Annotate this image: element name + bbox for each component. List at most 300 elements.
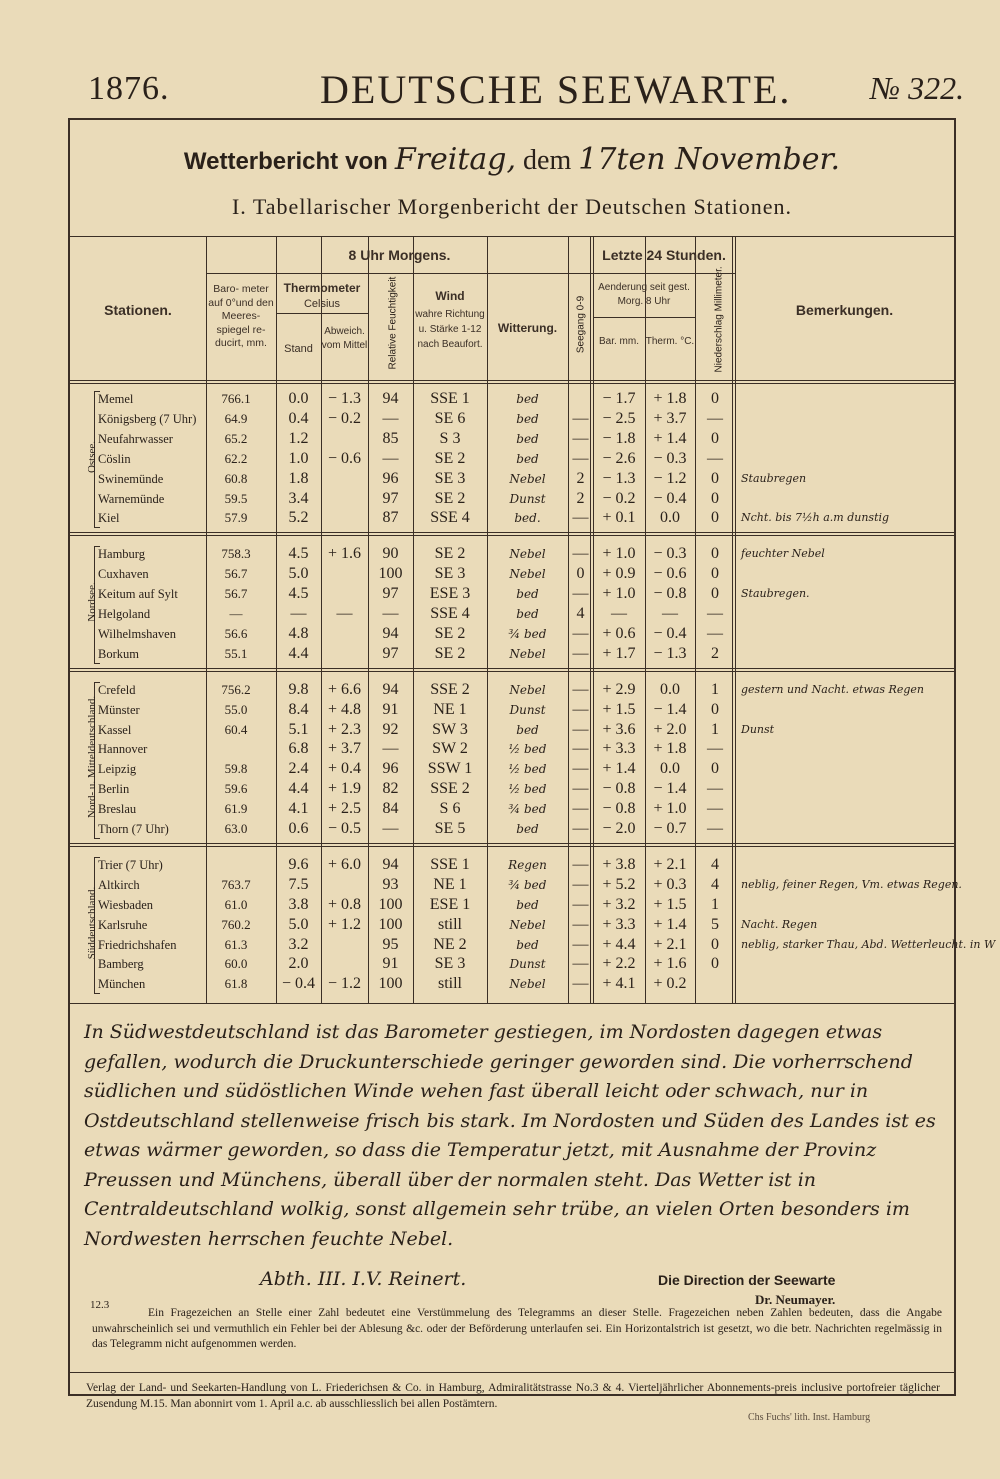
weather-value: bed	[516, 897, 539, 912]
humidity-value: 94	[382, 680, 399, 698]
wind-value: NE 1	[433, 875, 467, 893]
barometer-value	[206, 855, 266, 875]
title-von: von	[345, 148, 388, 175]
sea-state-value: —	[572, 895, 589, 913]
table-bottom	[70, 1003, 954, 1004]
sea-state-value: —	[572, 875, 589, 893]
sea-state-value: 4	[576, 605, 585, 622]
wind-value: SSE 4	[430, 509, 470, 527]
header-divider	[70, 383, 954, 384]
header-humidity: Relative Feuchtigkeit	[387, 276, 399, 370]
wind-value: SE 2	[434, 624, 466, 642]
temperature-value: 4.8	[288, 624, 309, 642]
region-label: Nord- u. Mitteldeutschland.	[86, 696, 98, 819]
humidity-value: —	[382, 740, 399, 758]
weather-value: ½ bed	[508, 782, 547, 797]
temperature-value: 4.4	[288, 644, 309, 662]
weather-value: bed	[516, 607, 539, 621]
therm-change-value: − 0.6	[653, 565, 687, 583]
therm-change-value: + 1.0	[653, 800, 687, 818]
temperature-value: 1.8	[288, 469, 309, 487]
deviation-value: + 1.6	[327, 545, 362, 563]
header-celsius: Celsius	[303, 298, 341, 310]
station-name: Trier (7 Uhr)	[98, 857, 163, 872]
remark-value	[741, 819, 955, 839]
bar-change-value: − 0.2	[602, 489, 636, 507]
barometer-value: 756.2	[221, 681, 251, 697]
precip-value: —	[707, 780, 723, 798]
header-bar: Bar. mm.	[598, 336, 639, 347]
barometer-value: 60.4	[224, 721, 248, 737]
wind-value: SE 2	[434, 545, 466, 563]
humidity-value: 94	[382, 390, 399, 407]
station-name: Leipzig	[98, 762, 137, 777]
bar-change-value: − 0.8	[602, 800, 636, 818]
therm-change-value: + 1.4	[653, 915, 687, 933]
bar-change-value: + 3.2	[602, 895, 636, 913]
temperature-value: 2.0	[288, 955, 309, 973]
region-divider	[70, 843, 954, 844]
region-divider	[70, 668, 954, 669]
sea-state-value: —	[572, 855, 589, 873]
temperature-value: 0.4	[288, 409, 309, 427]
remark-value	[741, 895, 955, 915]
report-title	[70, 142, 954, 177]
precip-value: 1	[711, 720, 719, 738]
deviation-value	[321, 564, 368, 584]
deviation-value: + 2.5	[327, 800, 362, 818]
title-date: 17ten November.	[578, 142, 841, 177]
remark-value	[741, 449, 955, 469]
sea-state-value: —	[572, 644, 589, 662]
weather-value: bed	[516, 451, 539, 466]
weather-value: bed	[516, 822, 539, 836]
weather-table	[70, 237, 996, 1004]
title-prefix: Wetterbericht	[183, 148, 339, 175]
wind-value: SW 2	[432, 740, 468, 758]
precip-value: 0	[711, 545, 719, 563]
year: 1876.	[88, 70, 170, 107]
header-wind-sub: wahre Richtung u. Stärke 1-12 nach Beaufort.	[415, 309, 485, 350]
temperature-value: 9.8	[288, 680, 309, 698]
temperature-value: 6.8	[288, 740, 309, 758]
precip-value: —	[707, 605, 723, 622]
therm-change-value: + 2.1	[653, 855, 687, 873]
region-label: Ostsee.	[86, 440, 98, 473]
therm-change-value: + 0.2	[653, 975, 687, 993]
precip-value: 0	[711, 429, 719, 447]
header-divider	[593, 317, 695, 318]
sea-state-value: —	[572, 780, 589, 798]
station-name: Friedrichshafen	[98, 937, 177, 952]
deviation-value	[321, 469, 368, 489]
deviation-value	[321, 584, 368, 604]
precip-value: 0	[711, 390, 719, 407]
remark-value: feuchter Nebel	[741, 547, 825, 561]
humidity-value: 92	[382, 720, 399, 738]
sea-state-value: —	[572, 800, 589, 818]
therm-change-value: − 0.8	[653, 585, 687, 603]
weather-value: ½ bed	[508, 742, 547, 757]
wind-value: still	[437, 915, 462, 933]
station-name: Thorn (7 Uhr)	[98, 822, 169, 836]
deviation-value: + 6.0	[327, 855, 362, 873]
sea-state-value: —	[572, 955, 589, 973]
temperature-value: 1.0	[288, 449, 309, 467]
weather-value: Nebel	[509, 646, 546, 661]
precip-value: 0	[711, 760, 719, 778]
header-stand: Stand	[284, 343, 313, 355]
barometer-value: 62.2	[224, 450, 248, 466]
barometer-value: 766.1	[221, 391, 251, 406]
lithographer-credit: Chs Fuchs' lith. Inst. Hamburg	[748, 1412, 871, 1423]
station-name: Wilhelmshaven	[98, 626, 176, 641]
sea-state-value: —	[572, 409, 589, 427]
sea-state-value: —	[572, 545, 589, 563]
humidity-value: 91	[382, 700, 399, 718]
deviation-value	[321, 508, 368, 528]
barometer-value: 763.7	[221, 876, 251, 892]
station-name: Keitum auf Sylt	[98, 587, 178, 602]
weather-value: Dunst	[509, 957, 546, 972]
remark-value: gestern und Nacht. etwas Regen	[741, 682, 924, 696]
station-name: Königsberg (7 Uhr)	[98, 411, 197, 426]
bar-change-value: + 0.6	[602, 624, 636, 642]
deviation-value: + 1.9	[327, 780, 362, 798]
temperature-value: 5.1	[288, 720, 309, 738]
wind-value: SE 3	[434, 565, 466, 583]
deviation-value: + 0.8	[327, 895, 362, 913]
header-morning: 8 Uhr Morgens.	[348, 247, 451, 263]
bar-change-value: + 3.3	[602, 740, 636, 758]
temperature-value: 1.2	[288, 429, 309, 447]
barometer-value: 61.8	[224, 976, 248, 992]
bar-change-value: + 4.4	[602, 935, 636, 953]
weather-value: bed	[516, 722, 539, 737]
station-name: München	[98, 977, 146, 992]
precip-value: —	[707, 740, 723, 758]
therm-change-value: + 0.3	[653, 875, 687, 893]
remark-value	[741, 954, 955, 974]
barometer-value: 56.7	[224, 586, 248, 602]
remark-value	[741, 389, 955, 409]
temperature-value: 3.4	[288, 489, 309, 507]
sea-state-value: —	[572, 820, 589, 837]
sea-state-value: —	[572, 760, 589, 778]
remark-value	[741, 624, 955, 644]
bar-change-value: + 1.7	[602, 644, 636, 662]
wind-value: SSE 4	[430, 605, 470, 622]
sea-state-value: —	[572, 509, 589, 527]
remark-value	[741, 604, 955, 624]
temperature-value: 4.5	[288, 585, 309, 603]
wind-value: SE 2	[434, 644, 466, 662]
weather-value: Nebel	[509, 977, 546, 992]
precip-value: 1	[711, 680, 719, 698]
precip-value: 0	[711, 585, 719, 603]
time-mark: 12.3	[90, 1299, 110, 1311]
precip-value: 2	[711, 644, 719, 662]
bar-change-value: + 3.3	[602, 915, 636, 933]
wind-value: ESE 3	[429, 585, 471, 603]
humidity-value: 94	[382, 624, 399, 642]
station-name: Hamburg	[98, 547, 145, 562]
wind-value: NE 1	[433, 700, 467, 718]
sea-state-value: 2	[576, 469, 585, 487]
barometer-value: 55.0	[224, 701, 248, 717]
therm-change-value: − 1.4	[653, 780, 687, 798]
weather-value: Nebel	[509, 547, 546, 562]
wind-value: SSE 2	[430, 680, 470, 698]
remark-value: Dunst	[741, 722, 775, 736]
station-name: Neufahrwasser	[98, 431, 173, 446]
deviation-value	[321, 429, 368, 449]
deviation-value: + 6.6	[327, 680, 362, 698]
wind-value: SSE 1	[430, 390, 470, 407]
station-name: Swinemünde	[98, 471, 164, 486]
temperature-value: 8.4	[288, 700, 309, 718]
station-name: Bamberg	[98, 957, 144, 972]
bar-change-value: + 2.9	[602, 680, 636, 698]
sea-state-value: 2	[576, 489, 585, 507]
station-name: Breslau	[98, 802, 137, 817]
remark-value	[741, 700, 955, 720]
sea-state-value	[568, 389, 593, 409]
barometer-value: 61.9	[224, 801, 248, 817]
bar-change-value: + 1.5	[602, 700, 636, 718]
barometer-value: 59.6	[224, 781, 248, 797]
header-change: Aenderung seit gest. Morg. 8 Uhr	[598, 282, 690, 307]
temperature-value: —	[290, 605, 307, 622]
bar-change-value: + 1.0	[602, 545, 636, 563]
sea-state-value: —	[572, 680, 589, 698]
barometer-value: 57.9	[224, 510, 248, 526]
temperature-value: 9.6	[288, 855, 309, 873]
temperature-value: 0.0	[288, 390, 309, 407]
bar-change-value: − 0.8	[602, 780, 636, 798]
weather-value: Dunst	[509, 702, 546, 717]
signature: Abth. III. I.V. Reinert.	[260, 1268, 467, 1290]
humidity-value: 100	[378, 565, 403, 583]
sea-state-value: —	[572, 429, 589, 447]
sea-state-value: —	[572, 585, 589, 603]
barometer-value: 61.0	[224, 896, 248, 912]
humidity-value: —	[382, 605, 399, 622]
therm-change-value: + 2.1	[653, 935, 687, 953]
precip-value: 4	[711, 855, 719, 873]
therm-change-value: + 2.0	[653, 720, 687, 738]
barometer-value: 760.2	[221, 916, 251, 932]
barometer-value: 61.3	[224, 936, 248, 952]
bar-change-value: − 1.3	[602, 469, 636, 487]
precip-value: —	[707, 624, 723, 642]
bar-change-value: + 2.2	[602, 955, 636, 973]
region-divider	[70, 532, 954, 533]
temperature-value: 4.4	[288, 780, 309, 798]
remark-value	[741, 564, 955, 584]
station-name: Cöslin	[98, 451, 131, 466]
barometer-value: —	[229, 606, 243, 621]
station-name: Altkirch	[98, 877, 140, 892]
barometer-value: 56.7	[224, 566, 248, 582]
region-divider	[70, 671, 954, 672]
bar-change-value: + 1.0	[602, 585, 636, 603]
humidity-value: 100	[378, 895, 403, 913]
therm-change-value: − 0.3	[653, 449, 687, 467]
bar-change-value: − 2.0	[602, 820, 636, 837]
sea-state-value: 0	[576, 565, 585, 583]
remark-value: Staubregen	[741, 471, 807, 485]
remark-value	[741, 974, 955, 994]
precip-value: 4	[711, 875, 719, 893]
barometer-value: 65.2	[224, 430, 248, 446]
deviation-value: + 3.7	[327, 740, 362, 758]
title-day: Freitag,	[394, 142, 517, 177]
weather-narrative: In Südwestdeutschland ist das Barometer gestiegen, im Nordosten dagegen etwas gefallen, wodurch die Druckunterschiede geringer geworden sind. Die vorherrschend südlichen und südöstlichen Winde wehen fast überall leicht oder schwach, nur in Ostdeutschland stellenweise frisch bis stark. Im Nordosten und Süden des Landes ist es etwas wärmer geworden, so dass die Temperatur jetzt, mit Ausnahme der Provinz Preussen und Münchens, überall über der normalen steht. Das Wetter ist in Centraldeutschland wolkig, sonst allgemein sehr trübe, an vielen Orten besonders im Nordwesten herrschen feuchte Nebel.	[84, 1021, 936, 1250]
therm-change-value: − 1.3	[653, 644, 687, 662]
deviation-value: − 1.2	[327, 975, 362, 993]
deviation-value	[321, 644, 368, 664]
deviation-value	[321, 954, 368, 974]
humidity-value: 94	[382, 855, 399, 873]
temperature-value: 5.2	[288, 509, 309, 527]
temperature-value: 4.1	[288, 800, 309, 818]
header-thermometer: Thermometer	[283, 281, 361, 295]
wind-value: SE 3	[434, 469, 466, 487]
header-therm: Therm. °C.	[645, 336, 695, 347]
deviation-value	[321, 935, 368, 955]
weather-value: bed	[516, 937, 539, 952]
weather-value: ½ bed	[508, 762, 547, 777]
weather-value: Nebel	[509, 682, 546, 697]
bar-change-value: + 0.1	[602, 509, 636, 527]
therm-change-value: − 0.7	[653, 820, 687, 837]
station-name: Berlin	[98, 782, 130, 797]
therm-change-value: + 1.5	[653, 895, 687, 913]
humidity-value: 97	[382, 585, 399, 603]
barometer-value: 60.0	[224, 956, 248, 972]
region-label: Süddeutschland.	[86, 886, 98, 959]
wind-value: SE 2	[434, 489, 466, 507]
title-block	[70, 120, 954, 237]
humidity-value: 85	[382, 429, 399, 447]
temperature-value: 7.5	[288, 875, 309, 893]
wind-value: SSE 1	[430, 855, 470, 873]
temperature-value: 3.2	[288, 935, 309, 953]
precip-value: 0	[711, 935, 719, 953]
barometer-value: 59.8	[224, 761, 248, 777]
region-divider	[70, 846, 954, 847]
header-remarks: Bemerkungen.	[795, 302, 894, 318]
publication-title: DEUTSCHE SEEWARTE.	[320, 67, 792, 112]
bar-change-value: —	[611, 605, 627, 622]
sea-state-value: —	[572, 740, 589, 758]
remark-value	[741, 855, 955, 875]
therm-change-value: − 0.4	[653, 489, 687, 507]
humidity-value: 91	[382, 955, 399, 973]
wind-value: SE 5	[434, 820, 466, 837]
temperature-value: 0.6	[288, 820, 309, 837]
temperature-value: − 0.4	[281, 975, 316, 993]
wind-value: SE 3	[434, 955, 466, 973]
temperature-value: 2.4	[288, 760, 309, 778]
remark-value: neblig, feiner Regen, Vm. etwas Regen.	[741, 877, 962, 891]
station-name: Warnemünde	[98, 491, 165, 506]
bar-change-value: + 3.8	[602, 855, 636, 873]
sea-state-value: —	[572, 720, 589, 738]
remark-value	[741, 739, 955, 759]
therm-change-value: —	[662, 605, 678, 622]
deviation-value: + 2.3	[327, 720, 362, 738]
weather-value: ¾ bed	[508, 877, 547, 892]
humidity-value: 90	[382, 545, 399, 563]
precip-value: —	[707, 409, 723, 427]
sea-state-value: —	[572, 915, 589, 933]
station-name: Memel	[98, 392, 134, 406]
remark-value: Nacht. Regen	[741, 917, 818, 931]
footnote	[92, 1306, 942, 1353]
remark-value	[741, 644, 955, 664]
temperature-value: 3.8	[288, 895, 309, 913]
bar-change-value: + 5.2	[602, 875, 636, 893]
wind-value: SSE 2	[430, 780, 470, 798]
station-name: Helgoland	[98, 607, 151, 621]
bar-change-value: − 1.8	[602, 429, 636, 447]
therm-change-value: + 1.8	[653, 740, 687, 758]
station-name: Cuxhaven	[98, 567, 149, 582]
therm-change-value: − 1.2	[653, 469, 687, 487]
header-seegang: Seegang 0-9	[575, 295, 587, 354]
precip-value	[695, 974, 735, 994]
remark-value: Ncht. bis 7½h a.m dunstig	[741, 511, 890, 525]
weather-value: bed	[516, 587, 539, 602]
remark-value	[741, 429, 955, 449]
precip-value: —	[707, 449, 723, 467]
wind-value: S 6	[439, 800, 461, 818]
remark-value: neblig, starker Thau, Abd. Wetterleucht. in W	[741, 937, 996, 951]
header-stations: Stationen.	[104, 302, 172, 318]
region-label: Nordsee.	[86, 582, 98, 622]
barometer-value	[206, 739, 266, 759]
station-name: Crefeld	[98, 682, 136, 697]
issue-number: № 322.	[870, 70, 965, 106]
wind-value: SE 6	[434, 409, 466, 427]
humidity-value: —	[382, 409, 399, 427]
deviation-value: + 4.8	[327, 700, 362, 718]
header-divider	[276, 313, 368, 314]
therm-change-value: + 1.4	[653, 429, 687, 447]
barometer-value: 59.5	[224, 490, 248, 506]
deviation-value: − 0.6	[327, 449, 362, 467]
weather-value: ¾ bed	[508, 626, 547, 641]
station-name: Kassel	[98, 722, 132, 737]
humidity-value: 96	[382, 469, 399, 487]
sea-state-value: —	[572, 449, 589, 467]
humidity-value: 93	[382, 875, 399, 893]
publisher-line: Verlag der Land- und Seekarten-Handlung von L. Friederichsen & Co. in Hamburg, Admiralitätstrasse No.3 & 4. Vierteljährlicher Abonnements-preis inclusive portofreier täglicher Zusendung M.15. Man abonnirt vom 1. April a.c. ab ausschliesslich bei allen Postämtern.	[70, 1372, 954, 1412]
director-name: Dr. Neumayer.	[755, 1292, 836, 1307]
humidity-value: —	[382, 820, 399, 837]
title-dem: dem	[523, 145, 572, 176]
barometer-value: 56.6	[224, 625, 248, 641]
therm-change-value: + 1.8	[653, 390, 687, 407]
therm-change-value: 0.0	[660, 509, 680, 527]
bar-change-value: + 4.1	[602, 975, 636, 993]
weather-value: Regen	[508, 857, 547, 872]
station-name: Hannover	[98, 742, 148, 757]
bar-change-value: + 1.4	[602, 760, 636, 778]
sea-state-value: —	[572, 975, 589, 993]
